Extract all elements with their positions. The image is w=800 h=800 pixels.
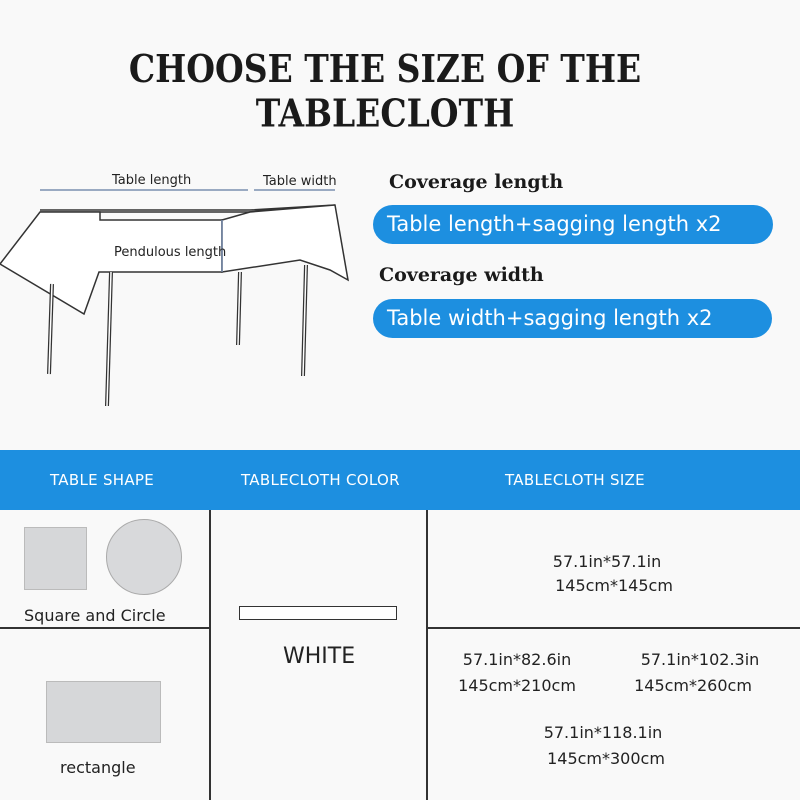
size-inch: 57.1in*118.1in <box>543 723 663 742</box>
table-width-label: Table width <box>263 174 337 189</box>
row-divider <box>0 627 209 629</box>
rectangle-swatch <box>46 681 161 743</box>
column-divider <box>426 510 428 800</box>
coverage-length-formula: Table length+sagging length x2 <box>373 205 773 244</box>
column-divider <box>209 510 211 800</box>
pendulous-length-label: Pendulous length <box>114 245 227 260</box>
size-inch: 57.1in*102.3in <box>640 650 760 669</box>
shape-label-rectangle: rectangle <box>60 758 136 777</box>
header-tablecloth-color: TABLECLOTH COLOR <box>241 471 400 489</box>
header-tablecloth-size: TABLECLOTH SIZE <box>505 471 645 489</box>
table-length-label: Table length <box>112 173 192 188</box>
size-inch: 57.1in*82.6in <box>462 650 572 669</box>
size-inch: 57.1in*57.1in <box>552 552 662 571</box>
size-cm: 145cm*210cm <box>458 676 576 695</box>
coverage-width-heading: Coverage width <box>379 264 544 286</box>
row-divider <box>426 627 800 629</box>
circle-swatch <box>106 519 182 595</box>
color-label: WHITE <box>283 644 356 669</box>
coverage-length-heading: Coverage length <box>389 171 564 193</box>
tablecloth-diagram <box>0 160 370 420</box>
table-header-band <box>0 450 800 510</box>
coverage-width-formula: Table width+sagging length x2 <box>373 299 772 338</box>
square-swatch <box>24 527 87 590</box>
side-cloth <box>222 205 348 280</box>
page-title: CHOOSE THE SIZE OF THE TABLECLOTH <box>128 46 642 136</box>
white-color-swatch <box>239 606 397 620</box>
size-cm: 145cm*260cm <box>634 676 752 695</box>
shape-label-square-circle: Square and Circle <box>24 606 166 625</box>
header-table-shape: TABLE SHAPE <box>50 471 155 489</box>
size-cm: 145cm*300cm <box>547 749 665 768</box>
size-cm: 145cm*145cm <box>555 576 673 595</box>
